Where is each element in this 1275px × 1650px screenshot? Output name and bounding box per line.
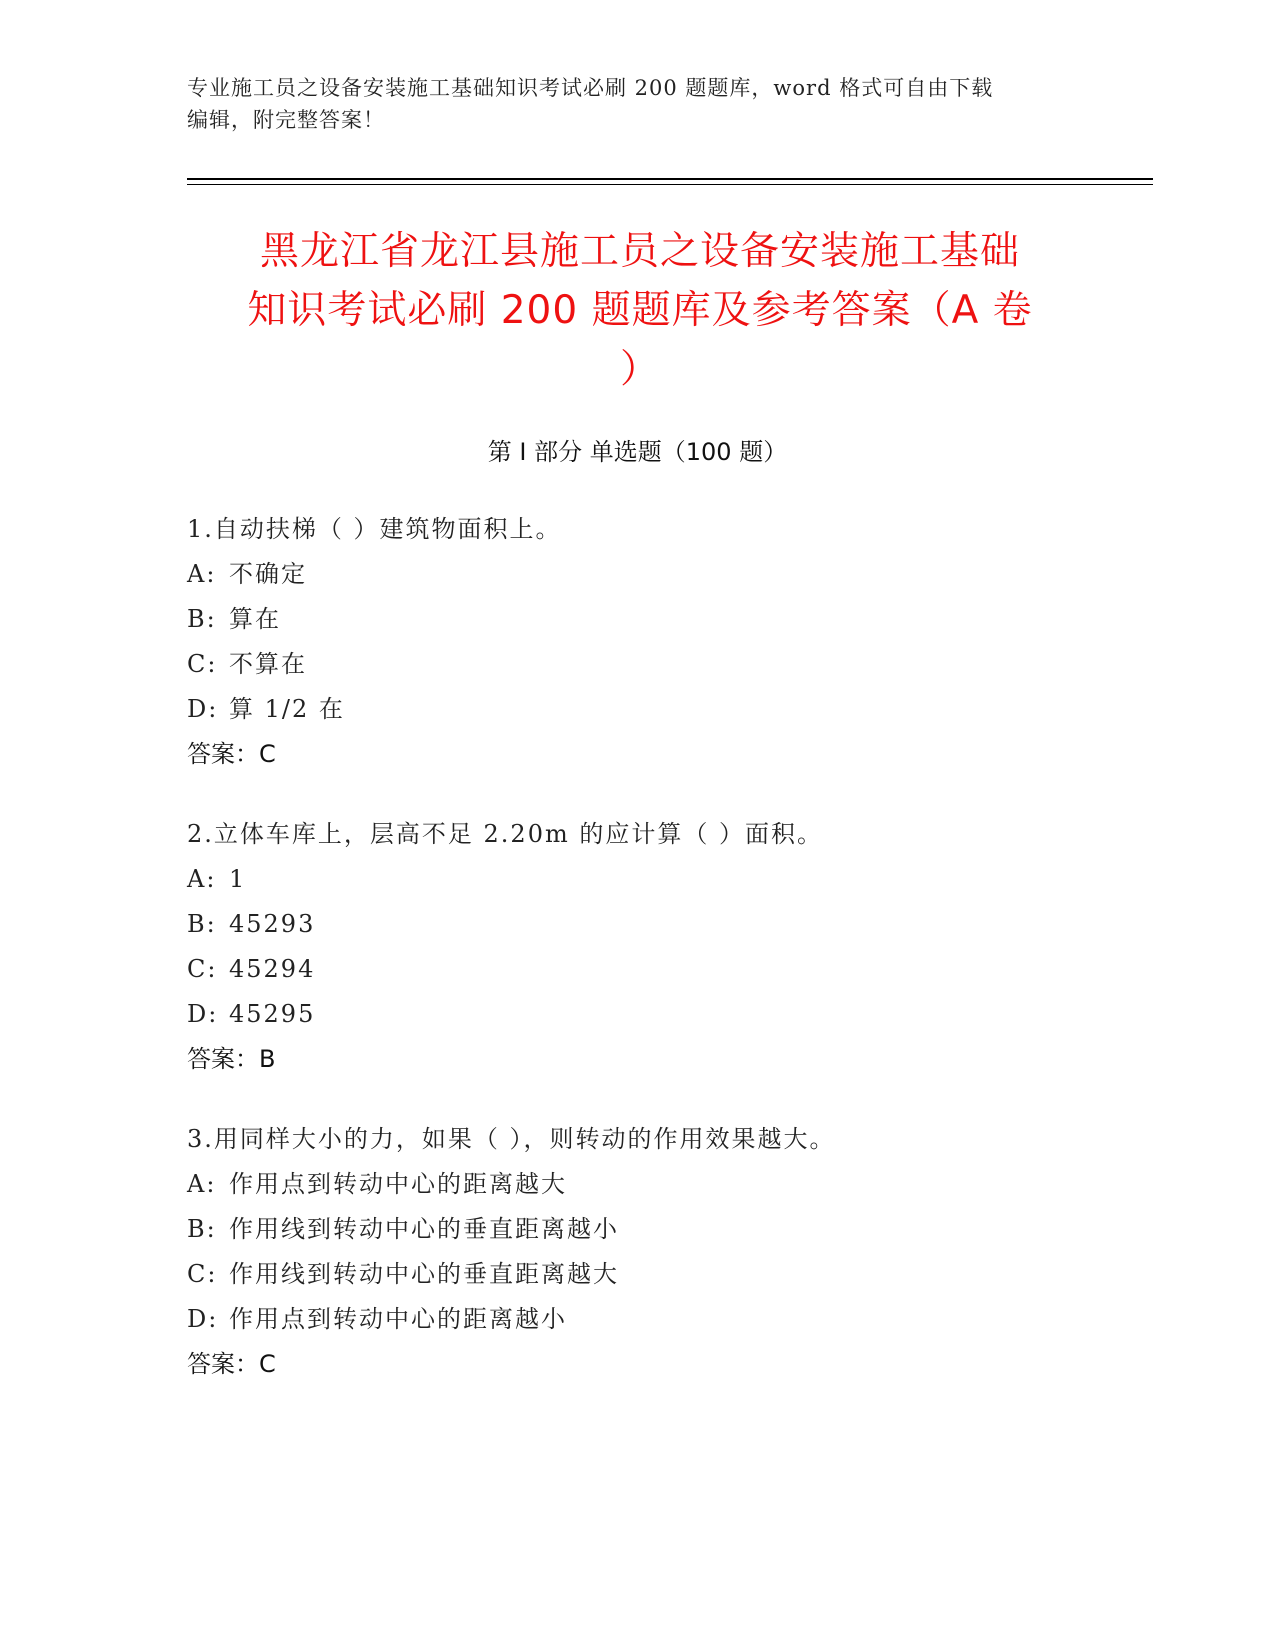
document-title-line-1: 黑龙江省龙江县施工员之设备安装施工基础	[259, 229, 1020, 274]
option-d	[187, 1297, 1107, 1342]
question-stem: 2.立体车库上，层高不足 2.20m 的应计算（ ）面积。	[187, 820, 823, 848]
option-a	[187, 1162, 1107, 1207]
option-text: 45293	[229, 910, 316, 938]
option-letter: B:	[187, 605, 217, 633]
option-letter: D:	[187, 695, 219, 723]
question-stem: 3.用同样大小的力，如果（ ），则转动的作用效果越大。	[187, 1125, 836, 1153]
option-b	[187, 902, 1107, 947]
option-c	[187, 1252, 1107, 1297]
option-letter: D:	[187, 1305, 219, 1333]
option-text: 作用线到转动中心的垂直距离越小	[229, 1215, 619, 1243]
option-text: 45295	[229, 1000, 316, 1028]
section-heading: 第 I 部分 单选题（100 题）	[487, 438, 788, 466]
answer-line: 答案：B	[187, 1045, 276, 1073]
option-letter: B:	[187, 1215, 217, 1243]
header-note-line-2: 编辑，附完整答案！	[187, 108, 385, 132]
answer-line: 答案：C	[187, 740, 276, 768]
option-text: 作用点到转动中心的距离越小	[229, 1305, 567, 1333]
option-text: 作用点到转动中心的距离越大	[229, 1170, 567, 1198]
document-title-line-2: 知识考试必刷 200 题题库及参考答案（A 卷	[247, 288, 1033, 333]
option-text: 1	[229, 865, 247, 893]
option-text: 算在	[229, 605, 281, 633]
document-title-line-3: ）	[619, 347, 660, 392]
option-letter: B:	[187, 910, 217, 938]
header-note-line-1: 专业施工员之设备安装施工基础知识考试必刷 200 题题库，word 格式可自由下载	[187, 76, 994, 100]
option-d	[187, 992, 1107, 1037]
option-letter: C:	[187, 1260, 218, 1288]
option-letter: A:	[187, 1170, 217, 1198]
option-text: 不算在	[229, 650, 307, 678]
option-letter: A:	[187, 560, 217, 588]
option-b	[187, 597, 1107, 642]
header-divider-thick	[187, 178, 1153, 180]
option-text: 不确定	[229, 560, 307, 588]
option-a	[187, 857, 1107, 902]
question-1	[187, 507, 1107, 777]
header-divider-thin	[187, 184, 1153, 185]
question-3	[187, 1117, 1107, 1387]
option-text: 作用线到转动中心的垂直距离越大	[229, 1260, 619, 1288]
option-letter: C:	[187, 650, 218, 678]
option-letter: D:	[187, 1000, 219, 1028]
option-c	[187, 947, 1107, 992]
question-2	[187, 812, 1107, 1082]
option-letter: A:	[187, 865, 217, 893]
option-letter: C:	[187, 955, 218, 983]
question-stem: 1.自动扶梯（ ）建筑物面积上。	[187, 515, 562, 543]
option-text: 算 1/2 在	[229, 695, 345, 723]
option-a	[187, 552, 1107, 597]
document-title	[190, 222, 1090, 399]
option-c	[187, 642, 1107, 687]
option-b	[187, 1207, 1107, 1252]
answer-line: 答案：C	[187, 1350, 276, 1378]
option-d	[187, 687, 1107, 732]
header-note	[187, 72, 1067, 136]
option-text: 45294	[229, 955, 316, 983]
